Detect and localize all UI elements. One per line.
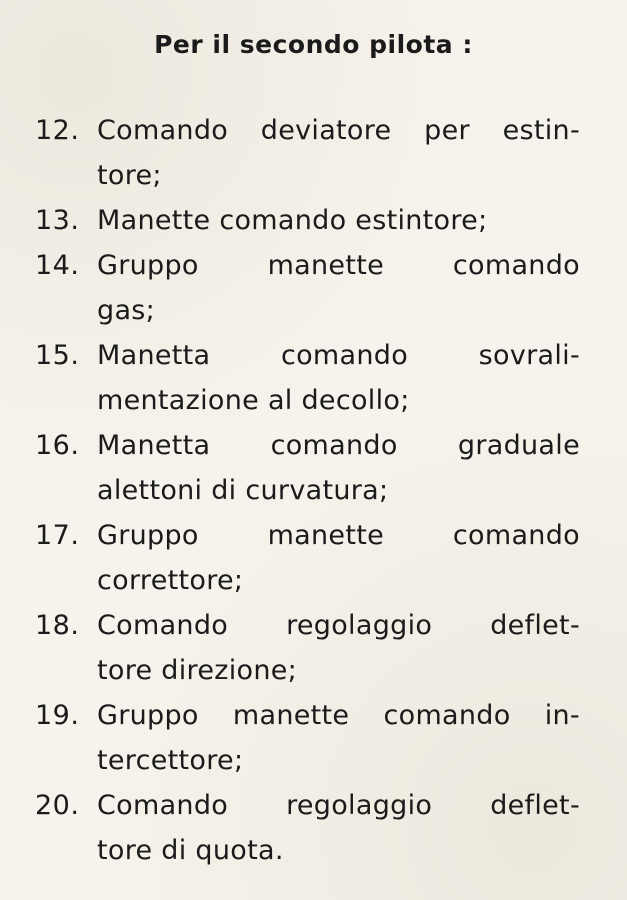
list-item (35, 333, 580, 423)
instrument-list (35, 108, 580, 873)
item-text (97, 198, 580, 243)
item-text (97, 693, 580, 783)
item-text (97, 333, 580, 423)
item-text-line: tore; (97, 160, 162, 191)
item-text-line: Manette comando estintore; (97, 205, 488, 236)
item-text-line: tore di quota. (97, 835, 284, 866)
list-item (35, 513, 580, 603)
item-number: 15. (35, 340, 80, 371)
item-text (97, 783, 580, 873)
item-text-line: Gruppo manette comando (97, 250, 580, 281)
item-number: 12. (35, 115, 80, 146)
item-number: 18. (35, 610, 80, 641)
item-text-line: alettoni di curvatura; (97, 475, 389, 506)
item-text-line: Manetta comando sovrali- (97, 340, 580, 371)
item-number: 20. (35, 790, 80, 821)
item-number: 19. (35, 700, 80, 731)
item-text-line: correttore; (97, 565, 244, 596)
item-number: 16. (35, 430, 80, 461)
item-text-line: tore direzione; (97, 655, 298, 686)
item-text-line: Comando regolaggio deflet- (97, 610, 580, 641)
item-number: 17. (35, 520, 80, 551)
list-item (35, 423, 580, 513)
list-item (35, 198, 580, 243)
item-text-line: Gruppo manette comando in- (97, 700, 580, 731)
item-text (97, 423, 580, 513)
item-text-line: Manetta comando graduale (97, 430, 580, 461)
item-text-line: gas; (97, 295, 156, 326)
item-number: 13. (35, 205, 80, 236)
item-text (97, 603, 580, 693)
item-number: 14. (35, 250, 80, 281)
item-text-line: mentazione al decollo; (97, 385, 410, 416)
item-text (97, 243, 580, 333)
section-heading: Per il secondo pilota : (154, 30, 473, 59)
item-text (97, 513, 580, 603)
item-text (97, 108, 580, 198)
item-text-line: tercettore; (97, 745, 244, 776)
list-item (35, 693, 580, 783)
item-text-line: Comando deviatore per estin- (97, 115, 580, 146)
list-item (35, 603, 580, 693)
list-item (35, 243, 580, 333)
list-item (35, 108, 580, 198)
list-item (35, 783, 580, 873)
item-text-line: Comando regolaggio deflet- (97, 790, 580, 821)
item-text-line: Gruppo manette comando (97, 520, 580, 551)
